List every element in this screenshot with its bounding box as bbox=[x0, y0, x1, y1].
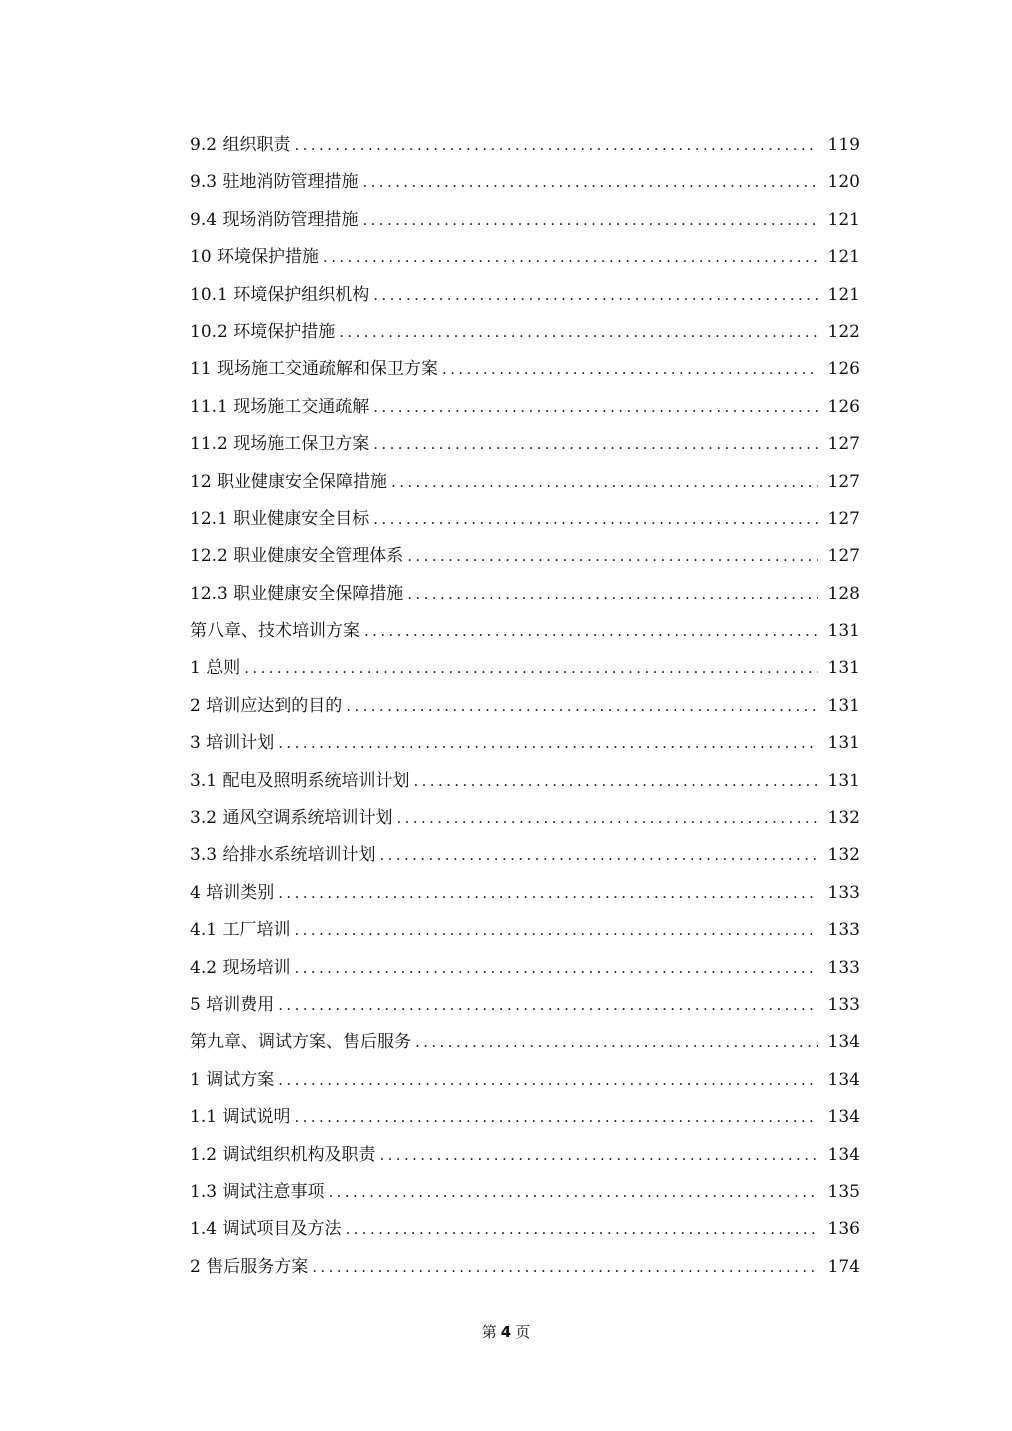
toc-entry[interactable] bbox=[190, 576, 860, 613]
toc-dot-leader bbox=[407, 576, 817, 613]
footer-page-number: 4 bbox=[500, 1323, 512, 1341]
toc-entry-title: 12 职业健康安全保障措施 bbox=[190, 471, 388, 492]
toc-entry-title: 11.1 现场施工交通疏解 bbox=[190, 396, 370, 417]
toc-entry-page: 131 bbox=[827, 621, 860, 642]
toc-dot-leader bbox=[442, 351, 818, 388]
toc-entry-page: 132 bbox=[827, 808, 860, 829]
toc-entry-title: 12.1 职业健康安全目标 bbox=[190, 508, 370, 529]
toc-entry-page: 133 bbox=[827, 882, 860, 903]
toc-entry-page: 131 bbox=[827, 770, 860, 791]
toc-entry-page: 136 bbox=[827, 1219, 860, 1240]
toc-entry-page: 127 bbox=[827, 434, 860, 455]
toc-entry[interactable] bbox=[190, 1137, 860, 1174]
toc-entry-title: 2 售后服务方案 bbox=[190, 1256, 309, 1277]
toc-entry-title: 4.2 现场培训 bbox=[190, 957, 291, 978]
toc-entry[interactable] bbox=[190, 912, 860, 949]
toc-dot-leader bbox=[278, 987, 817, 1024]
toc-entry-title: 3.1 配电及照明系统培训计划 bbox=[190, 770, 410, 791]
footer-suffix: 页 bbox=[515, 1323, 531, 1341]
toc-entry-page: 133 bbox=[827, 920, 860, 941]
toc-entry-page: 127 bbox=[827, 546, 860, 567]
toc-entry-page: 131 bbox=[827, 695, 860, 716]
toc-entry-page: 134 bbox=[827, 1069, 860, 1090]
toc-entry[interactable] bbox=[190, 1062, 860, 1099]
toc-entry[interactable] bbox=[190, 164, 860, 201]
toc-entry[interactable] bbox=[190, 800, 860, 837]
toc-entry-title: 1.4 调试项目及方法 bbox=[190, 1219, 342, 1240]
toc-entry-page: 131 bbox=[827, 658, 860, 679]
toc-entry-title: 5 培训费用 bbox=[190, 994, 275, 1015]
toc-entry-title: 4.1 工厂培训 bbox=[190, 920, 291, 941]
toc-entry-page: 133 bbox=[827, 994, 860, 1015]
toc-entry-title: 1 总则 bbox=[190, 658, 241, 679]
toc-entry[interactable] bbox=[190, 725, 860, 762]
toc-entry-title: 10.1 环境保护组织机构 bbox=[190, 284, 370, 305]
toc-dot-leader bbox=[294, 912, 817, 949]
toc-dot-leader bbox=[345, 1211, 817, 1248]
toc-entry-page: 128 bbox=[827, 583, 860, 604]
toc-dot-leader bbox=[373, 501, 817, 538]
toc-entry-page: 121 bbox=[827, 247, 860, 268]
toc-entry-title: 3.3 给排水系统培训计划 bbox=[190, 845, 376, 866]
toc-entry-page: 126 bbox=[827, 359, 860, 380]
toc-dot-leader bbox=[364, 613, 818, 650]
toc-entry-title: 12.3 职业健康安全保障措施 bbox=[190, 583, 404, 604]
toc-entry-page: 134 bbox=[827, 1107, 860, 1128]
toc-entry-title: 10.2 环境保护措施 bbox=[190, 321, 336, 342]
toc-entry-page: 121 bbox=[827, 284, 860, 305]
toc-entry-title: 1 调试方案 bbox=[190, 1069, 275, 1090]
toc-dot-leader bbox=[391, 464, 818, 501]
toc-entry-page: 119 bbox=[827, 134, 860, 155]
toc-dot-leader bbox=[278, 1062, 817, 1099]
toc-dot-leader bbox=[415, 1024, 818, 1061]
toc-dot-leader bbox=[346, 688, 817, 725]
toc-entry-title: 3 培训计划 bbox=[190, 733, 275, 754]
toc-entry[interactable] bbox=[190, 950, 860, 987]
toc-entry-title: 1.2 调试组织机构及职责 bbox=[190, 1144, 376, 1165]
toc-entry[interactable] bbox=[190, 314, 860, 351]
toc-entry-title: 9.3 驻地消防管理措施 bbox=[190, 172, 359, 193]
toc-entry[interactable] bbox=[190, 426, 860, 463]
toc-entry-title: 3.2 通风空调系统培训计划 bbox=[190, 808, 393, 829]
toc-entry-title: 12.2 职业健康安全管理体系 bbox=[190, 546, 404, 567]
toc-entry[interactable] bbox=[190, 875, 860, 912]
toc-entry-title: 1.3 调试注意事项 bbox=[190, 1181, 325, 1202]
toc-entry[interactable] bbox=[190, 501, 860, 538]
toc-dot-leader bbox=[328, 1174, 817, 1211]
page-footer bbox=[0, 1322, 1012, 1342]
toc-dot-leader bbox=[373, 277, 817, 314]
toc-entry-title: 1.1 调试说明 bbox=[190, 1107, 291, 1128]
toc-entry-title: 2 培训应达到的目的 bbox=[190, 695, 343, 716]
toc-entry[interactable] bbox=[190, 1099, 860, 1136]
toc-dot-leader bbox=[373, 389, 817, 426]
toc-entry[interactable] bbox=[190, 650, 860, 687]
toc-dot-leader bbox=[373, 426, 817, 463]
toc-entry[interactable] bbox=[190, 351, 860, 388]
toc-dot-leader bbox=[413, 763, 817, 800]
toc-dot-leader bbox=[379, 1137, 817, 1174]
table-of-contents bbox=[190, 127, 860, 1286]
toc-entry[interactable] bbox=[190, 613, 860, 650]
toc-entry-page: 135 bbox=[827, 1181, 860, 1202]
toc-entry[interactable] bbox=[190, 202, 860, 239]
toc-entry-page: 121 bbox=[827, 209, 860, 230]
toc-entry-page: 134 bbox=[827, 1144, 860, 1165]
toc-entry[interactable] bbox=[190, 239, 860, 276]
toc-entry-title: 第九章、调试方案、售后服务 bbox=[190, 1032, 411, 1053]
toc-dot-leader bbox=[362, 202, 817, 239]
toc-entry[interactable] bbox=[190, 1211, 860, 1248]
toc-entry[interactable] bbox=[190, 1174, 860, 1211]
toc-dot-leader bbox=[323, 239, 818, 276]
toc-dot-leader bbox=[294, 1099, 817, 1136]
toc-dot-leader bbox=[294, 127, 817, 164]
toc-entry-page: 126 bbox=[827, 396, 860, 417]
toc-entry[interactable] bbox=[190, 464, 860, 501]
toc-dot-leader bbox=[362, 164, 817, 201]
footer-prefix: 第 bbox=[481, 1323, 497, 1341]
toc-dot-leader bbox=[294, 950, 817, 987]
toc-dot-leader bbox=[312, 1249, 817, 1286]
toc-entry-title: 10 环境保护措施 bbox=[190, 247, 320, 268]
toc-dot-leader bbox=[396, 800, 817, 837]
toc-entry-page: 174 bbox=[827, 1256, 860, 1277]
toc-dot-leader bbox=[278, 875, 817, 912]
toc-entry[interactable] bbox=[190, 1249, 860, 1286]
toc-entry-title: 9.4 现场消防管理措施 bbox=[190, 209, 359, 230]
toc-dot-leader bbox=[339, 314, 817, 351]
toc-entry-page: 127 bbox=[827, 508, 860, 529]
toc-entry-page: 134 bbox=[827, 1032, 860, 1053]
toc-entry-title: 4 培训类别 bbox=[190, 882, 275, 903]
toc-entry-title: 11.2 现场施工保卫方案 bbox=[190, 434, 370, 455]
toc-entry[interactable] bbox=[190, 127, 860, 164]
toc-entry[interactable] bbox=[190, 1024, 860, 1061]
toc-entry[interactable] bbox=[190, 538, 860, 575]
toc-entry[interactable] bbox=[190, 389, 860, 426]
toc-entry-page: 127 bbox=[827, 471, 860, 492]
toc-dot-leader bbox=[379, 837, 817, 874]
toc-entry-title: 第八章、技术培训方案 bbox=[190, 621, 360, 642]
toc-entry[interactable] bbox=[190, 837, 860, 874]
toc-entry[interactable] bbox=[190, 987, 860, 1024]
toc-entry-title: 11 现场施工交通疏解和保卫方案 bbox=[190, 359, 439, 380]
toc-entry-page: 120 bbox=[827, 172, 860, 193]
toc-entry-page: 131 bbox=[827, 733, 860, 754]
toc-entry[interactable] bbox=[190, 277, 860, 314]
toc-entry[interactable] bbox=[190, 763, 860, 800]
toc-dot-leader bbox=[278, 725, 817, 762]
toc-entry-page: 132 bbox=[827, 845, 860, 866]
toc-entry-page: 122 bbox=[827, 321, 860, 342]
toc-entry[interactable] bbox=[190, 688, 860, 725]
toc-dot-leader bbox=[407, 538, 817, 575]
toc-dot-leader bbox=[244, 650, 817, 687]
toc-entry-title: 9.2 组织职责 bbox=[190, 134, 291, 155]
toc-entry-page: 133 bbox=[827, 957, 860, 978]
